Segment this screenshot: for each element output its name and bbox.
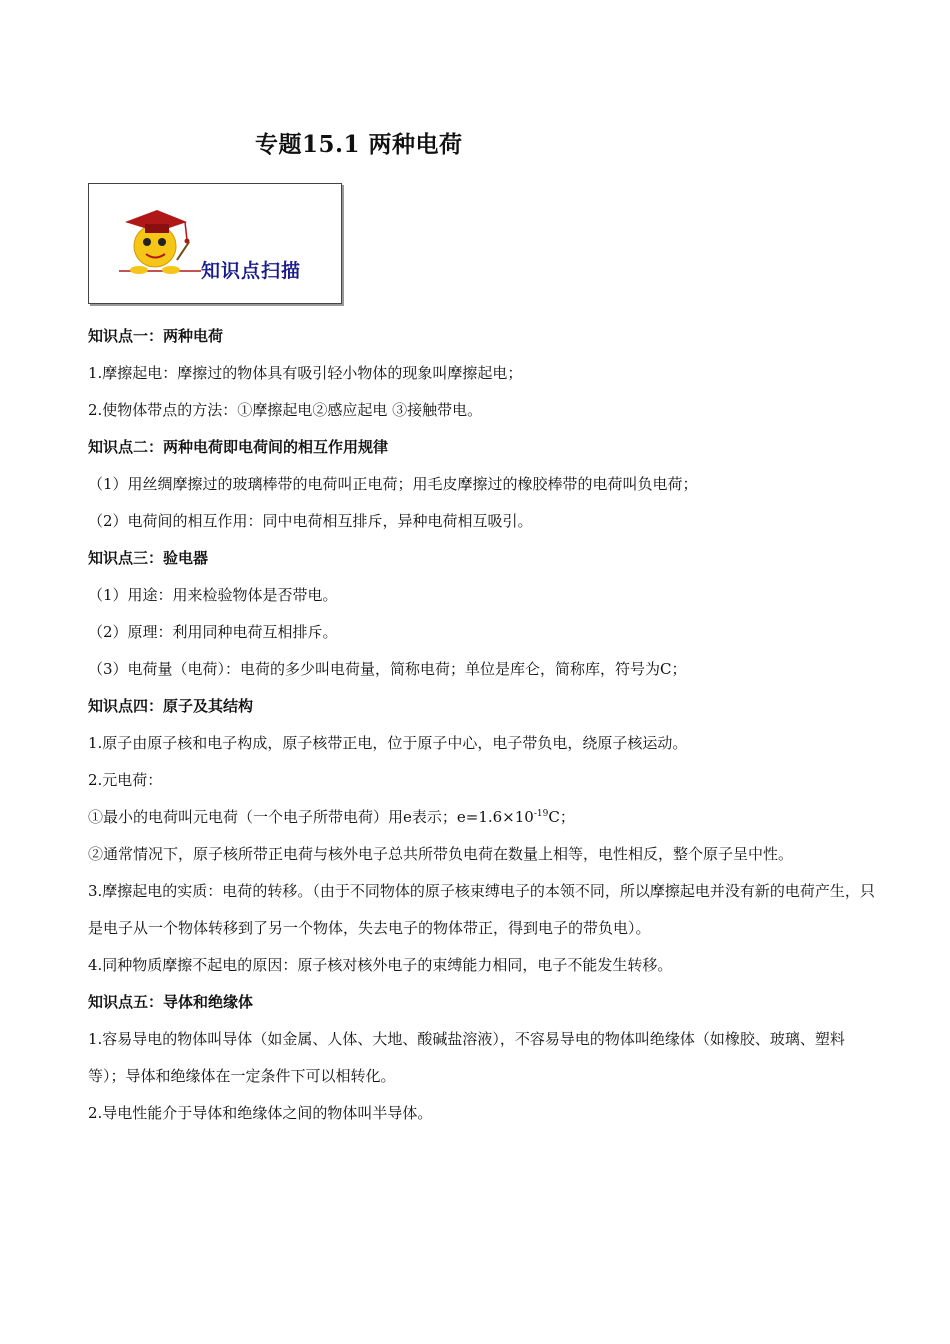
body-paragraph: 3.摩擦起电的实质：电荷的转移。（由于不同物体的原子核束缚电子的本领不同，所以摩擦起电并没有新的电荷产生，只是电子从一个物体转移到了另一个物体，失去电子的物体带正，得到电子的带负电）。 xyxy=(88,882,875,937)
charge-line-suffix: C； xyxy=(548,808,575,826)
section-heading: 知识点三：验电器 xyxy=(88,549,209,567)
scholar-mascot-icon xyxy=(89,184,341,303)
body-line: （1）用丝绸摩擦过的玻璃棒带的电荷叫正电荷；用毛皮摩擦过的橡胶棒带的电荷叫负电荷； xyxy=(88,475,698,493)
section-heading: 知识点五：导体和绝缘体 xyxy=(88,993,254,1011)
body-paragraph: 1.容易导电的物体叫导体（如金属、人体、大地、酸碱盐溶液），不容易导电的物体叫绝缘体（如橡胶、玻璃、塑料等）；导体和绝缘体在一定条件下可以相转化。 xyxy=(88,1030,845,1085)
body-line: 2.使物体带点的方法：①摩擦起电②感应起电 ③接触带电。 xyxy=(88,401,483,419)
body-line: ②通常情况下，原子核所带正电荷与核外电子总共所带负电荷在数量上相等，电性相反，整个原子呈中性。 xyxy=(88,845,794,863)
knowledge-scan-banner xyxy=(88,183,342,304)
banner-label: 知识点扫描 xyxy=(201,260,302,282)
section-heading: 知识点二：两种电荷即电荷间的相互作用规律 xyxy=(88,438,389,456)
charge-line-prefix: ①最小的电荷叫元电荷（一个电子所带电荷）用e表示；e=1.6×10 xyxy=(88,808,534,826)
body-line: （2）原理：利用同种电荷互相排斥。 xyxy=(88,623,338,641)
body-line: （3）电荷量（电荷）：电荷的多少叫电荷量，简称电荷；单位是库仑，简称库，符号为C； xyxy=(88,660,687,678)
body-line: （2）电荷间的相互作用：同中电荷相互排斥，异种电荷相互吸引。 xyxy=(88,512,533,530)
body-line: 2.导电性能介于导体和绝缘体之间的物体叫半导体。 xyxy=(88,1104,433,1122)
document-body xyxy=(88,318,878,1132)
body-line: 1.原子由原子核和电子构成，原子核带正电，位于原子中心，电子带负电，绕原子核运动。 xyxy=(88,734,688,752)
page-title: 专题15.1 两种电荷 xyxy=(255,131,463,158)
section-heading: 知识点四：原子及其结构 xyxy=(88,697,254,715)
section-heading: 知识点一：两种电荷 xyxy=(88,327,224,345)
elementary-charge-line xyxy=(88,799,878,836)
body-line: （1）用途：用来检验物体是否带电。 xyxy=(88,586,338,604)
body-line: 1.摩擦起电：摩擦过的物体具有吸引轻小物体的现象叫摩擦起电； xyxy=(88,364,523,382)
body-line: 2.元电荷： xyxy=(88,771,163,789)
body-line: 4.同种物质摩擦不起电的原因：原子核对核外电子的束缚能力相同，电子不能发生转移。 xyxy=(88,956,673,974)
charge-exponent: -19 xyxy=(533,809,549,819)
